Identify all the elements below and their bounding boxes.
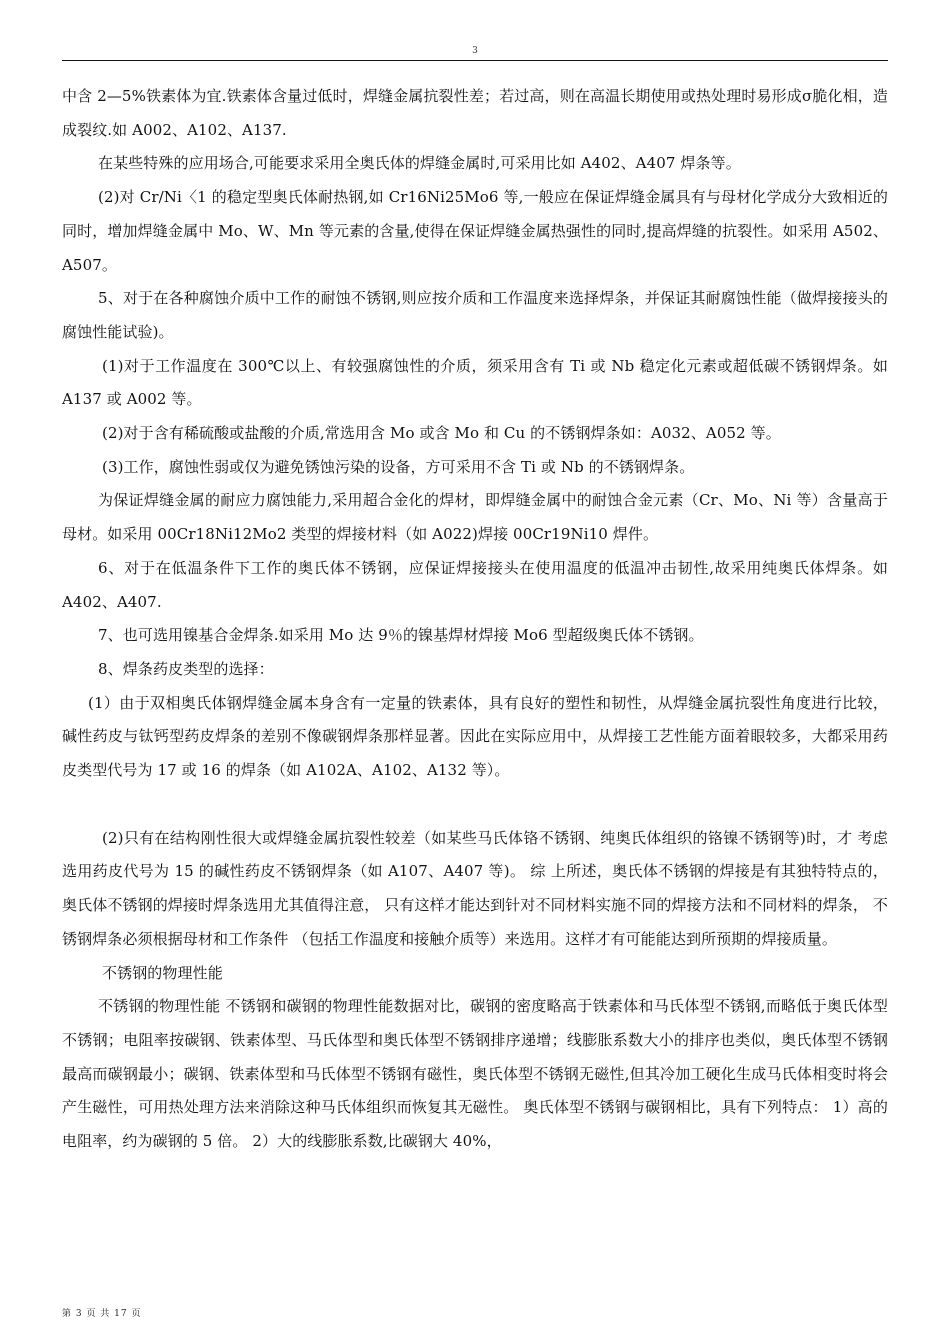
paragraph-8: 为保证焊缝金属的耐应力腐蚀能力,采用超合金化的焊材，即焊缝金属中的耐蚀合金元素（Cr、Mo、Ni 等）含量高于母材。如采用 00Cr18Ni12Mo2 类型的焊接材料（如 A022)焊接 00Cr19Ni10 焊件。 bbox=[62, 491, 888, 544]
paragraph-14: 不锈钢的物理性能 不锈钢和碳钢的物理性能数据对比，碳钢的密度略高于铁素体和马氏体型不锈钢,而略低于奥氏体型不锈钢；电阻率按碳钢、铁素体型、马氏体型和奥氏体型不锈钢排序递增；线膨胀系数大小的排序也类似，奥氏体型不锈钢最高而碳钢最小；碳钢、铁素体型和马氏体型不锈钢有磁性，奥氏体型不锈钢无磁性,但其冷加工硬化生成马氏体相变时将会产生磁性，可用热处理方法来消除这种马氏体组织而恢复其无磁性。 奥氏体型不锈钢与碳钢相比，具有下列特点： 1）高的电阻率，约为碳钢的 5 倍。 2）大的线膨胀系数,比碳钢大 40%， bbox=[62, 997, 888, 1151]
paragraph-4: 5、对于在各种腐蚀介质中工作的耐蚀不锈钢,则应按介质和工作温度来选择焊条，并保证其耐腐蚀性能（做焊接接头的腐蚀性能试验)。 bbox=[62, 289, 888, 341]
paragraph-13: (2)只有在结构刚性很大或焊缝金属抗裂性较差（如某些马氏体铬不锈钢、纯奥氏体组织的铬镍不锈钢等)时，才 考虑选用药皮代号为 15 的碱性药皮不锈钢焊条（如 A107、A407 等)。 综 上所述，奥氏体不锈钢的焊接是有其独特特点的， 奥氏体不锈钢的焊接时焊条选用尤其值得注意， 只有这样才能达到针对不同材料实施不同的焊接方法和不同材料的焊条， 不锈钢焊条必须根据母材和工作条件 （包括工作温度和接触介质等）来选用。这样才有可能能达到所预期的焊接质量。 bbox=[62, 828, 888, 948]
paragraph-12: (1）由于双相奥氏体钢焊缝金属本身含有一定量的铁素体，具有良好的塑性和韧性，从焊缝金属抗裂性角度进行比较，碱性药皮与钛钙型药皮焊条的差别不像碳钢焊条那样显著。因此在实际应用中，从焊接工艺性能方面着眼较多，大都采用药皮类型代号为 17 或 16 的焊条（如 A102A、A102、A132 等）。 bbox=[62, 693, 888, 780]
paragraph-7: (3)工作，腐蚀性弱或仅为避免锈蚀污染的设备，方可采用不含 Ti 或 Nb 的不锈钢焊条。 bbox=[102, 457, 695, 476]
page-number: 3 bbox=[472, 46, 478, 56]
paragraph-gap bbox=[62, 788, 888, 822]
paragraph-10: 7、也可选用镍基合金焊条.如采用 Mo 达 9％的镍基焊材焊接 Mo6 型超级奥氏体不锈钢。 bbox=[98, 626, 704, 645]
paragraph-6: (2)对于含有稀硫酸或盐酸的介质,常选用含 Mo 或含 Mo 和 Cu 的不锈钢焊条如：A032、A052 等。 bbox=[102, 424, 781, 443]
header-rule bbox=[62, 60, 888, 61]
paragraph-2: 在某些特殊的应用场合,可能要求采用全奥氏体的焊缝金属时,可采用比如 A402、A407 焊条等。 bbox=[98, 154, 741, 173]
paragraph-1: 中含 2—5%铁素体为宜.铁素体含量过低时，焊缝金属抗裂性差；若过高，则在高温长期使用或热处理时易形成σ脆化相，造成裂纹.如 A002、A102、A137. bbox=[62, 87, 888, 139]
paragraph-5: (1)对于工作温度在 300℃以上、有较强腐蚀性的介质，须采用含有 Ti 或 Nb 稳定化元素或超低碳不锈钢焊条。如 A137 或 A002 等。 bbox=[62, 356, 888, 409]
page-footer: 第 3 页 共 17 页 bbox=[62, 1309, 142, 1319]
paragraph-9: 6、对于在低温条件下工作的奥氏体不锈钢，应保证焊接接头在使用温度的低温冲击韧性,故采用纯奥氏体焊条。如 A402、A407. bbox=[62, 558, 888, 611]
paragraph-3: (2)对 Cr/Ni〈1 的稳定型奥氏体耐热钢,如 Cr16Ni25Mo6 等,一般应在保证焊缝金属具有与母材化学成分大致相近的同时，增加焊缝金属中 Mo、W、Mn 等元素的含量,使得在保证焊缝金属热强性的同时,提高焊缝的抗裂性。如采用 A502、A507。 bbox=[62, 188, 888, 274]
document-body bbox=[62, 80, 888, 1159]
section-heading: 不锈钢的物理性能 bbox=[102, 963, 223, 982]
paragraph-11: 8、焊条药皮类型的选择： bbox=[98, 659, 274, 678]
